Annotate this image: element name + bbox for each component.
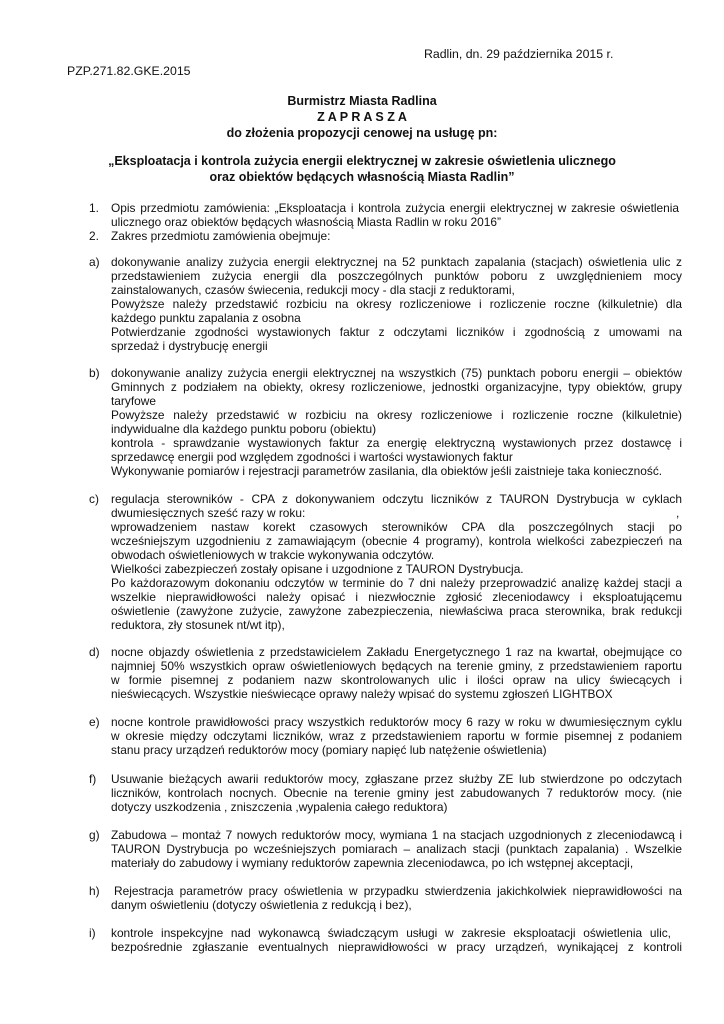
- text-line: nieświecących. Wszystkie nieświecące oprawy należy wpisać do systemu zgłoszeń LIGHTBOX: [111, 687, 613, 701]
- text-line: bezpośrednie zgłaszanie eventualnych nieprawidłowości w pracy urządzeń, wynikającej z kontroli: [111, 940, 682, 954]
- text-line: wcześniejszym uzgodnieniu z zamawiającym (obecnie 4 programy), kontrola wielkości zabezpieczeń na: [111, 534, 682, 548]
- text-line: nocne kontrole prawidłowości pracy wszystkich reduktorów mocy 6 razy w roku w dwumiesięcznym cyklu: [111, 715, 682, 729]
- text-line: zainstalowanych, czasów świecenia, redukcji mocy - dla stacji z reduktorami,: [111, 283, 515, 297]
- issuer-title: Burmistrz Miasta Radlina: [287, 94, 437, 108]
- list-marker: 2.: [89, 229, 99, 243]
- text-line: dotyczy uszkodzenia , zniszczenia ,wypalenia całego reduktora): [111, 800, 448, 814]
- list-marker: c): [89, 492, 99, 506]
- text-line: Rejestracja parametrów pracy oświetlenia w przypadku stwierdzenia jakichkolwiek nieprawidłowości na: [114, 884, 682, 898]
- service-title-line-1: „Eksploatacja i kontrola zużycia energii elektrycznej w zakresie oświetlenia ulicznego: [108, 154, 616, 168]
- text-line: w okresie między odczytami liczników, wraz z przedstawieniem raportu w formie pisemnej z podaniem: [111, 729, 682, 743]
- text-line: w formie pisemnej z podaniem nazw skontrolowanych ulic i ilości opraw na ulicy świecących i: [111, 673, 682, 687]
- list-marker: h): [89, 884, 100, 898]
- text-line: Po każdorazowym dokonaniu odczytów w terminie do 7 dni należy przeprowadzić analizę każdej stacji a: [111, 576, 682, 590]
- text-line: każdego punktu zapalania z osobna: [111, 311, 301, 325]
- text-line: Opis przedmiotu zamówienia: „Eksploatacja i kontrola zużycia energii elektrycznej w zakresie oświetlenia: [111, 201, 679, 215]
- text-line: liczników, kontrolach nocnych. Obecnie na terenie gminy jest zabudowanych 7 reduktorów mocy. (nie: [111, 786, 682, 800]
- text-line: nocne objazdy oświetlenia z przedstawicielem Zakładu Energetycznego 1 raz na kwartał, obejmujące co: [111, 645, 682, 659]
- text-line: Usuwanie bieżących awarii reduktorów mocy, zgłaszane przez służby ZE lub stwierdzone po odczytach: [111, 772, 682, 786]
- invitation-subheading: do złożenia propozycji cenowej na usługę pn:: [226, 126, 498, 140]
- document-date: Radlin, dn. 29 października 2015 r.: [424, 47, 614, 61]
- text-line: danym oświetleniu (dotyczy oświetlenia z redukcją i bez),: [111, 898, 412, 912]
- text-line: obwodach oświetleniowych w trakcie wykonywania odczytów.: [111, 548, 435, 562]
- list-marker: d): [89, 645, 100, 659]
- text-line: taryfowe: [111, 394, 156, 408]
- list-marker: b): [89, 366, 100, 380]
- text-line: Gminnych z podziałem na obiekty, okresy rozliczeniowe, jednostki organizacyjne, typy obiektów, grupy: [111, 380, 682, 394]
- text-line: stanu pracy urządzeń reduktorów mocy (pomiary napięć lub natężenie oświetlenia): [111, 743, 547, 757]
- list-marker: a): [89, 255, 100, 269]
- text-line: Wykonywanie pomiarów i rejestracji parametrów zasilania, dla obiektów jeśli zaistnieje taka konieczność.: [111, 464, 663, 478]
- text-line: regulacja sterowników - CPA z dokonywaniem odczytu liczników z TAURON Dystrybucja w cyklach: [111, 492, 682, 506]
- text-line: kontrola - sprawdzanie wystawionych faktur za energię elektryczną wystawionych przez dostawcę i: [111, 436, 682, 450]
- text-line: sprzedaż i dystrybucję energii: [111, 339, 268, 353]
- text-line: sprzedawcę energii pod względem zgodności i wartości wystawionych faktur: [111, 450, 513, 464]
- invitation-heading: Z A P R A S Z A: [317, 110, 407, 124]
- text-line: oświetlenie (zawyżone zużycie, zawyżone zabezpieczenia, niewłaściwa praca sterownika, brak redukcji: [111, 604, 682, 618]
- text-line: Wielkości zabezpieczeń zostały opisane i uzgodnione z TAURON Dystrybucja.: [111, 562, 524, 576]
- text-line: dokonywanie analizy zużycia energii elektrycznej na wszystkich (75) punktach poboru energii – obiektów: [111, 366, 682, 380]
- text-line: ulicznego oraz obiektów będących własnością Miasta Radlin w roku 2016”: [111, 215, 501, 229]
- text-line: Potwierdzanie zgodności wystawionych faktur z odczytami liczników i zgodnością z umowami na: [111, 325, 682, 339]
- text-line: ,: [676, 506, 680, 520]
- text-line: wszelkie nieprawidłowości należy opisać i niezwłocznie zgłosić zleceniodawcy i eksploatującemu: [111, 590, 682, 604]
- text-line: kontrole inspekcyjne nad wykonawcą świadczącym usługi w zakresie eksploatacji oświetlenia ulic,: [111, 926, 671, 940]
- text-line: Powyższe należy przedstawić rozbiciu na okresy rozliczeniowe i rozliczenie roczne (kilkuletnie) dla: [111, 297, 682, 311]
- text-line: wprowadzeniem nastaw korekt czasowych sterowników CPA dla poszczególnych stacji po: [111, 520, 682, 534]
- list-marker: e): [89, 715, 100, 729]
- list-marker: 1.: [89, 201, 99, 215]
- list-marker: i): [89, 926, 96, 940]
- text-line: indywidualne dla każdego punktu poboru (obiektu): [111, 422, 377, 436]
- text-line: dwumiesięcznych sześć razy w roku:: [111, 506, 306, 520]
- list-marker: g): [89, 828, 100, 842]
- reference-number: PZP.271.82.GKE.2015: [67, 64, 191, 78]
- text-line: reduktora, zły stosunek nt/wt itp),: [111, 618, 285, 632]
- text-line: Powyższe należy przedstawić w rozbiciu na okresy rozliczeniowe i rozliczenie roczne (kilkuletnie): [111, 408, 682, 422]
- text-line: Zabudowa – montaż 7 nowych reduktorów mocy, wymiana 1 na stacjach uzgodnionych z zleceniodawcą i: [111, 828, 682, 842]
- text-line: Zakres przedmiotu zamówienia obejmuje:: [111, 229, 331, 243]
- text-line: TAURON Dystrybucja po wcześniejszych pomiarach – analizach stacji (punktach zapalania) . Wszelkie: [111, 842, 682, 856]
- text-line: dokonywanie analizy zużycia energii elektrycznej na 52 punktach zapalania (stacjach) oświetlenia ulic z: [111, 255, 682, 269]
- text-line: przedstawieniem zużycia energii dla poszczególnych punktów poboru z uwzględnieniem mocy: [111, 269, 682, 283]
- service-title-line-2: oraz obiektów będących własnością Miasta Radlin”: [209, 170, 515, 184]
- text-line: najmniej 50% wszystkich opraw oświetleniowych będących na terenie gminy, z przedstawieniem raportu: [111, 659, 682, 673]
- text-line: materiały do zabudowy i wymiany reduktorów zapewnia zleceniodawca, po ich wstępnej akceptacji,: [111, 856, 634, 870]
- list-marker: f): [89, 772, 97, 786]
